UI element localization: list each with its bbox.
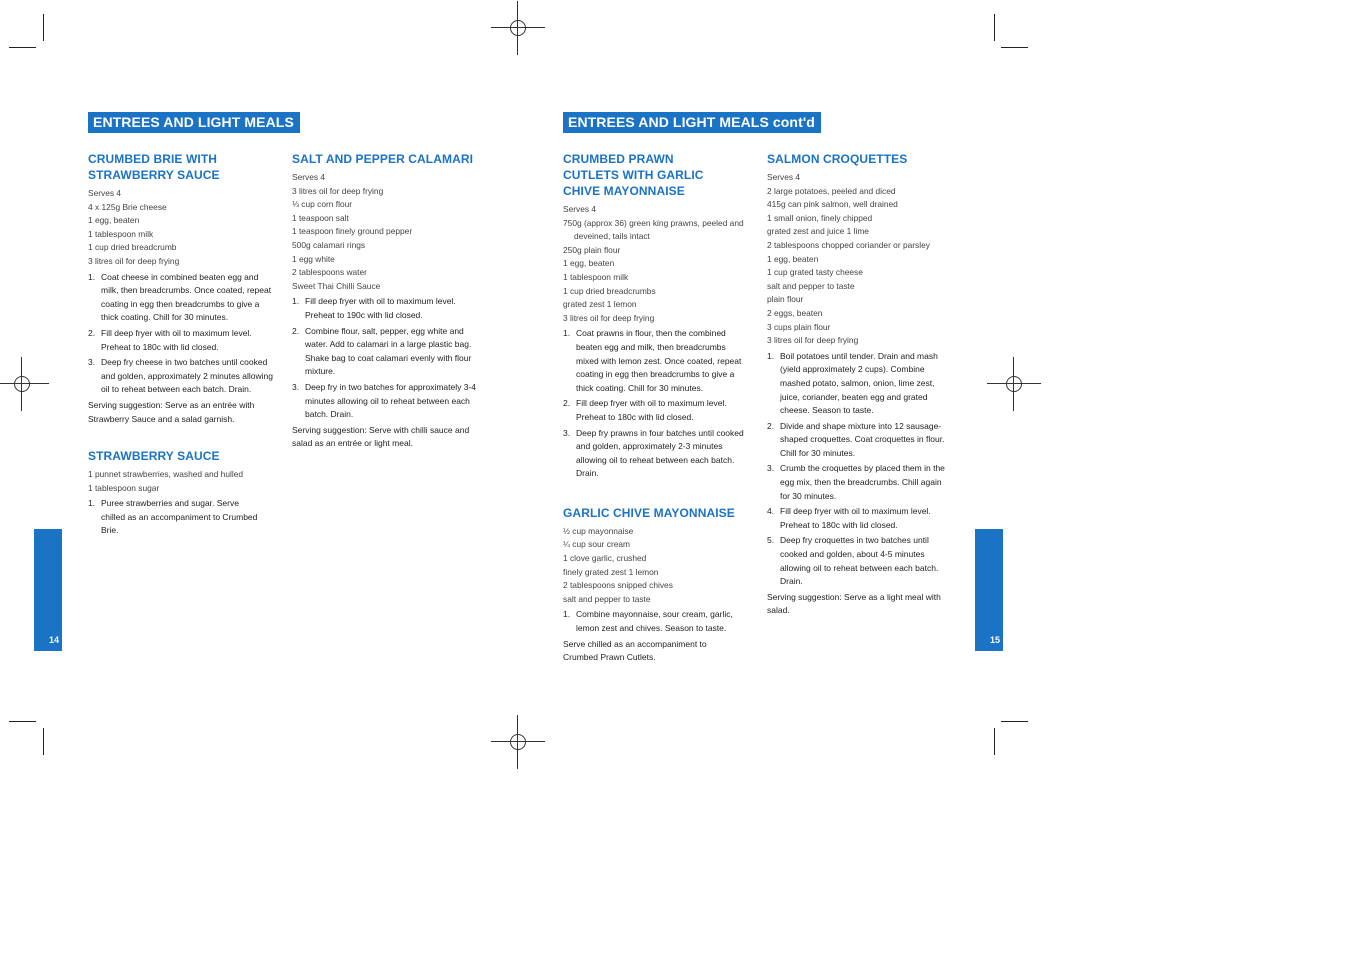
method-step	[88, 356, 274, 397]
ingredient: 3 litres oil for deep frying	[88, 255, 180, 266]
method-steps	[88, 497, 263, 538]
step-number: 5.	[767, 535, 775, 546]
ingredient: 415g can pink salmon, well drained	[767, 199, 898, 210]
ingredient: Sweet Thai Chilli Sauce	[292, 280, 381, 291]
ingredient: 2 large potatoes, peeled and diced	[767, 185, 896, 196]
serving-suggestion: Serving suggestion: Serve as a light meal with salad.	[767, 591, 941, 616]
step-text: Coat cheese in combined beaten egg and milk, then breadcrumbs. Once coated, repeat coating in egg then breadcrumbs to give a thick coating. Chill for 30 minutes.	[101, 271, 272, 323]
method-step	[767, 462, 953, 503]
method-steps	[292, 295, 478, 421]
step-text: Fill deep fryer with oil to maximum level. Preheat to 180c with lid closed.	[101, 327, 252, 352]
ingredient: 2 tablespoons water	[292, 267, 367, 278]
ingredient: 1 small onion, finely chipped	[767, 212, 873, 223]
ingredient: grated zest 1 lemon	[563, 299, 637, 310]
ingredient: grated zest and juice 1 lime	[767, 226, 869, 237]
ingredient: finely grated zest 1 lemon	[563, 566, 659, 577]
section-title-left: ENTREES AND LIGHT MEALS	[88, 112, 300, 133]
step-text: Deep fry croquettes in two batches until cooked and golden, about 4-5 minutes allowing oil to reheat between each batch. Drain.	[780, 535, 939, 587]
ingredient: 750g (approx 36) green king prawns, peeled and deveined, tails intact	[563, 217, 744, 242]
method-step	[88, 327, 274, 354]
method-step	[88, 271, 274, 325]
ingredient: 1 cup dried breadcrumb	[88, 242, 177, 253]
step-text: Divide and shape mixture into 12 sausage-shaped croquettes. Coat croquettes in flour. Chill for 30 minutes.	[780, 420, 945, 458]
step-number: 2.	[563, 398, 571, 409]
ingredient: 3 litres oil for deep frying	[767, 335, 859, 346]
ingredient: 1 teaspoon finely ground pepper	[292, 226, 413, 237]
ingredient: 1 egg, beaten	[88, 215, 140, 226]
ingredient: ½ cup mayonnaise	[563, 525, 634, 536]
ingredient: 1 egg, beaten	[563, 258, 615, 269]
step-number: 1.	[563, 609, 571, 620]
step-text: Puree strawberries and sugar. Serve chilled as an accompaniment to Crumbed Brie.	[101, 498, 258, 536]
page-tab-right	[975, 529, 1003, 651]
step-number: 1.	[563, 328, 571, 339]
step-text: Coat prawns in flour, then the combined beaten egg and milk, then breadcrumbs mixed with lemon zest. Once coated, repeat coating in egg then breadcrumbs to give a thick coating. Chill for 30 minutes.	[576, 328, 742, 393]
step-number: 3.	[563, 427, 571, 438]
method-step	[88, 497, 263, 538]
ingredient: salt and pepper to taste	[767, 280, 855, 291]
recipe-crumbed-prawn-cutlets	[563, 151, 749, 481]
method-steps	[767, 350, 953, 589]
ingredient: 1 egg white	[292, 253, 335, 264]
ingredient: 1 egg, beaten	[767, 253, 819, 264]
step-number: 3.	[88, 357, 96, 368]
method-steps	[563, 608, 749, 635]
ingredient: 3 cups plain flour	[767, 321, 831, 332]
method-step	[292, 381, 478, 422]
ingredient: 2 tablespoons chopped coriander or parsley	[767, 239, 930, 250]
ingredient: 1 tablespoon milk	[563, 271, 629, 282]
registration-mark-left	[0, 357, 49, 411]
ingredient: 2 tablespoons snipped chives	[563, 580, 673, 591]
ingredient: 1 cup dried breadcrumbs	[563, 285, 656, 296]
recipe-salt-pepper-calamari	[292, 151, 478, 451]
step-number: 2.	[767, 420, 775, 431]
ingredient: Serves 4	[88, 188, 122, 198]
recipe-title: SALT AND PEPPER CALAMARI	[292, 152, 474, 166]
ingredient: 500g calamari rings	[292, 239, 366, 250]
method-step	[292, 325, 478, 379]
recipe-column-left-1	[88, 151, 274, 540]
ingredient: 250g plain flour	[563, 244, 621, 255]
ingredient: 1 teaspoon salt	[292, 212, 349, 223]
step-text: Fill deep fryer with oil to maximum level. Preheat to 190c with lid closed.	[305, 296, 456, 320]
step-text: Deep fry prawns in four batches until cooked and golden, approximately 2-3 minutes allowing oil to reheat between each batch. Drain.	[576, 427, 744, 479]
step-text: Fill deep fryer with oil to maximum level. Preheat to 180c with lid closed.	[576, 398, 727, 422]
step-number: 3.	[292, 381, 300, 392]
ingredient: 2 eggs, beaten	[767, 307, 823, 318]
step-number: 1.	[88, 271, 96, 282]
method-step	[767, 505, 953, 532]
ingredient: 1 tablespoon milk	[88, 228, 154, 239]
ingredient-list	[292, 171, 478, 293]
step-number: 1.	[767, 350, 775, 361]
page-number: 15	[990, 635, 1001, 645]
ingredient: 4 x 125g Brie cheese	[88, 201, 167, 212]
ingredient-list	[88, 468, 274, 495]
step-text: Fill deep fryer with oil to maximum level. Preheat to 180c with lid closed.	[780, 506, 931, 530]
ingredient: 1 cup grated tasty cheese	[767, 267, 863, 278]
ingredient: 1 punnet strawberries, washed and hulled	[88, 469, 244, 480]
ingredient: ⅓ cup corn flour	[292, 199, 353, 210]
page-tab-left	[34, 529, 62, 651]
ingredient: 3 litres oil for deep frying	[292, 185, 384, 196]
recipe-title: GARLIC CHIVE MAYONNAISE	[563, 505, 735, 520]
ingredient: Serves 4	[563, 204, 597, 214]
registration-mark-bottom	[491, 715, 545, 769]
step-number: 2.	[292, 325, 300, 336]
ingredient: salt and pepper to taste	[563, 593, 651, 604]
ingredient: 3 litres oil for deep frying	[563, 312, 655, 323]
method-step	[563, 397, 749, 424]
step-number: 4.	[767, 506, 775, 517]
step-text: Combine flour, salt, pepper, egg white and water. Add to calamari in a large plastic bag. Shake bag to coat calamari evenly with flour mixture.	[305, 325, 472, 377]
method-step	[767, 420, 953, 461]
registration-mark-right	[987, 357, 1041, 411]
ingredient-list	[767, 171, 953, 348]
ingredient: ¼ cup sour cream	[563, 539, 631, 550]
ingredient: Serves 4	[292, 172, 326, 182]
step-text: Combine mayonnaise, sour cream, garlic, lemon zest and chives. Season to taste.	[576, 609, 733, 634]
recipe-column-right-1	[563, 151, 749, 665]
recipe-title: SALMON CROQUETTES	[767, 152, 908, 166]
recipe-salmon-croquettes	[767, 151, 953, 618]
recipe-crumbed-brie	[88, 151, 274, 426]
method-step	[563, 608, 749, 635]
step-text: Boil potatoes until tender. Drain and mash (yield approximately 2 cups). Combine mashed potato, salmon, onion, lime zest, juice, coriander, beaten egg and grated cheese. Season to taste.	[780, 350, 938, 416]
ingredient: plain flour	[767, 294, 804, 305]
registration-mark-top	[491, 1, 545, 55]
serving-suggestion: Serving suggestion: Serve as an entrée with Strawberry Sauce and a salad garnish.	[88, 399, 255, 424]
recipe-strawberry-sauce	[88, 448, 274, 538]
method-step	[563, 427, 749, 481]
ingredient-list	[88, 187, 274, 269]
recipe-column-right-2	[767, 151, 953, 618]
step-number: 1.	[292, 296, 300, 307]
ingredient: 1 clove garlic, crushed	[563, 553, 647, 564]
ingredient-list	[563, 203, 749, 325]
step-text: Deep fry cheese in two batches until cooked and golden, approximately 2 minutes allowing oil to reheat between each batch. Drain.	[101, 357, 273, 395]
recipe-title: STRAWBERRY SAUCE	[88, 449, 220, 464]
page-number: 14	[49, 635, 60, 645]
method-steps	[88, 271, 274, 397]
ingredient: 1 tablespoon sugar	[88, 482, 160, 493]
method-steps	[563, 327, 749, 481]
method-step	[767, 350, 953, 418]
step-number: 3.	[767, 463, 775, 474]
step-number: 1.	[88, 498, 96, 509]
step-number: 2.	[88, 327, 96, 338]
step-text: Deep fry in two batches for approximately 3-4 minutes allowing oil to reheat between each batch. Drain.	[305, 381, 477, 420]
method-step	[563, 327, 749, 395]
serving-suggestion: Serving suggestion: Serve with chilli sauce and salad as an entrée or light meal.	[292, 424, 470, 449]
step-text: Crumb the croquettes by placed them in the egg mix, then the breadcrumbs. Chill again for 30 minutes.	[780, 463, 945, 501]
recipe-title: CRUMBED BRIE WITH STRAWBERRY SAUCE	[88, 152, 220, 182]
method-step	[292, 295, 478, 322]
ingredient-list	[563, 525, 749, 607]
recipe-garlic-chive-mayonnaise	[563, 505, 749, 665]
serving-suggestion: Serve chilled as an accompaniment to Crumbed Prawn Cutlets.	[563, 638, 707, 663]
method-step	[767, 534, 953, 588]
recipe-title: CRUMBED PRAWN CUTLETS WITH GARLIC CHIVE MAYONNAISE	[563, 152, 704, 198]
recipe-column-left-2	[292, 151, 478, 451]
ingredient: Serves 4	[767, 172, 801, 182]
section-title-right: ENTREES AND LIGHT MEALS cont'd	[563, 112, 821, 133]
